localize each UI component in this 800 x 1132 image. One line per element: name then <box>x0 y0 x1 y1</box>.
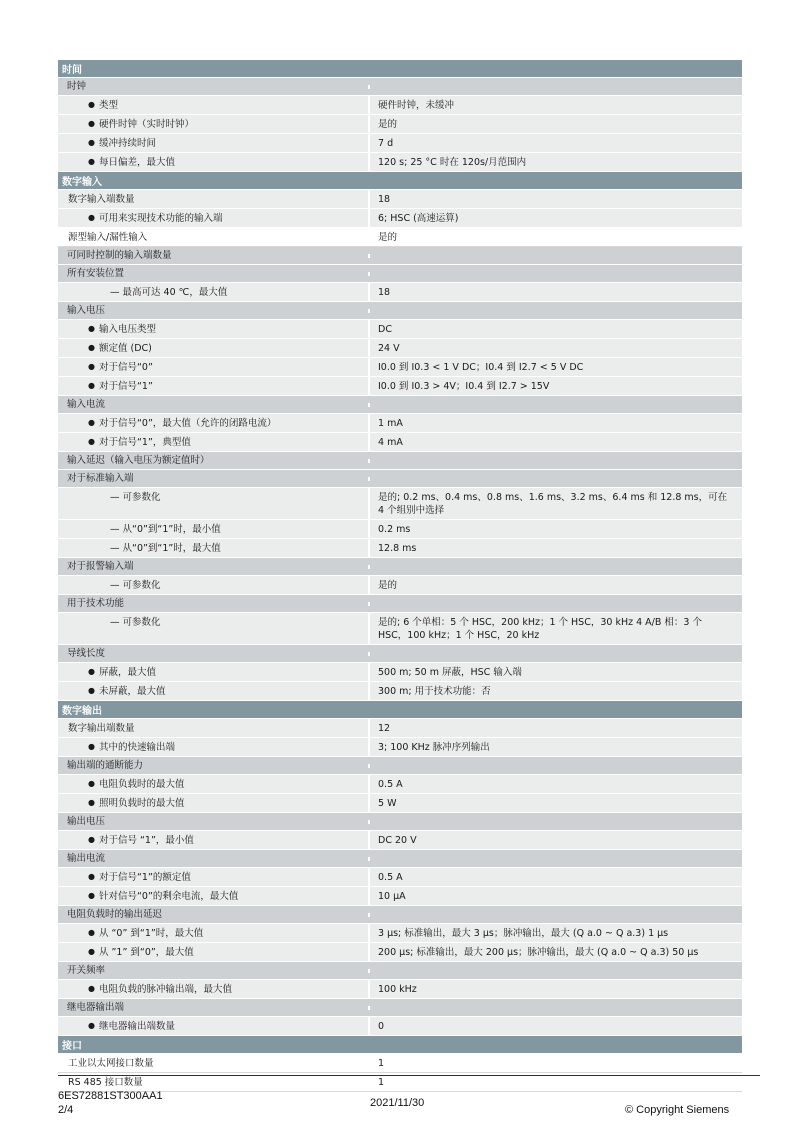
spec-row <box>58 488 742 520</box>
spec-label <box>58 283 368 301</box>
spec-row <box>58 887 742 906</box>
spec-value: 7 d <box>368 134 742 152</box>
spec-group-row <box>58 906 742 924</box>
spec-label-text: 输入电压 <box>67 305 106 316</box>
spec-label-text: ● 从 ”1” 到“0”，最大值 <box>88 947 194 958</box>
copyright: © Copyright Siemens <box>625 1104 730 1116</box>
spec-label-text: — 最高可达 40 ℃，最大值 <box>110 287 227 298</box>
spec-label-text: ● 类型 <box>88 100 118 111</box>
spec-row <box>58 539 742 558</box>
spec-value: DC <box>368 320 742 338</box>
spec-label <box>58 595 368 612</box>
spec-value: 3; 100 KHz 脉冲序列输出 <box>368 738 742 756</box>
spec-label <box>58 613 368 644</box>
spec-label-text: ● 可用来实现技术功能的输入端 <box>88 213 223 224</box>
section-title: 时间 <box>62 65 82 76</box>
spec-label <box>58 78 368 95</box>
spec-row <box>58 613 742 645</box>
spec-value: 12 <box>368 719 742 737</box>
spec-label <box>58 738 368 756</box>
spec-value: 4 mA <box>368 433 742 451</box>
spec-label-text: ● 输入电压类型 <box>88 324 156 335</box>
spec-label <box>58 775 368 793</box>
spec-value <box>368 272 742 276</box>
spec-label <box>58 539 368 557</box>
footer-divider <box>58 1075 760 1076</box>
spec-label <box>58 433 368 451</box>
spec-value <box>368 477 742 481</box>
spec-value <box>368 1006 742 1010</box>
spec-row <box>58 339 742 358</box>
spec-label-text: ● 屏蔽，最大值 <box>88 667 156 678</box>
spec-label-text: ● 每日偏差，最大值 <box>88 157 175 168</box>
spec-value: 1 <box>368 1054 742 1072</box>
spec-label <box>58 868 368 886</box>
spec-label-text: 源型输入/漏性输入 <box>68 232 148 243</box>
spec-row <box>58 153 742 172</box>
spec-label <box>58 943 368 961</box>
spec-row <box>58 134 742 153</box>
spec-label <box>58 520 368 538</box>
spec-label-text: ● 对于信号“1”的额定值 <box>88 872 191 883</box>
spec-label <box>58 962 368 979</box>
spec-row <box>58 115 742 134</box>
spec-value: 0.5 A <box>368 868 742 886</box>
spec-label <box>58 906 368 923</box>
spec-value: 0 <box>368 1017 742 1035</box>
spec-row <box>58 682 742 701</box>
spec-label <box>58 794 368 812</box>
spec-row <box>58 738 742 757</box>
spec-group-row <box>58 558 742 576</box>
spec-value <box>368 403 742 407</box>
spec-value: 24 V <box>368 339 742 357</box>
spec-label-text: ● 对于信号“0”，最大值（允许的闭路电流） <box>88 418 276 429</box>
spec-label-text: 继电器输出端 <box>67 1002 125 1013</box>
spec-label-text: ● 电阻负载时的最大值 <box>88 779 185 790</box>
spec-label-text: — 从“0”到“1”时，最小值 <box>110 524 221 535</box>
spec-row <box>58 980 742 999</box>
spec-value: 是的 <box>368 115 742 133</box>
spec-label-text: ● 针对信号“0”的剩余电流，最大值 <box>88 891 238 902</box>
spec-row <box>58 1054 742 1073</box>
spec-label-text: 时钟 <box>67 81 87 92</box>
spec-row <box>58 320 742 339</box>
spec-row <box>58 719 742 738</box>
spec-label <box>58 396 368 413</box>
spec-label <box>58 576 368 594</box>
spec-label <box>58 470 368 487</box>
spec-label <box>58 452 368 469</box>
spec-label-text: 输出电压 <box>67 816 106 827</box>
spec-group-row <box>58 247 742 265</box>
spec-value: 6; HSC (高速运算) <box>368 209 742 227</box>
spec-value: 120 s; 25 °C 时在 120s/月范围内 <box>368 153 742 171</box>
spec-label <box>58 414 368 432</box>
spec-value: 18 <box>368 190 742 208</box>
spec-row <box>58 283 742 302</box>
spec-value: DC 20 V <box>368 831 742 849</box>
spec-label <box>58 558 368 575</box>
spec-row <box>58 520 742 539</box>
section-header <box>58 701 742 719</box>
spec-label-text: ● 对于信号 “1”，最小值 <box>88 835 194 846</box>
spec-label <box>58 190 368 208</box>
section-title: 数字输出 <box>62 706 102 717</box>
spec-label <box>58 850 368 867</box>
spec-value: I0.0 到 I0.3 < 1 V DC；I0.4 到 I2.7 < 5 V DC <box>368 358 742 376</box>
spec-label <box>58 339 368 357</box>
spec-label <box>58 358 368 376</box>
spec-value: 200 μs; 标准输出，最大 200 μs；脉冲输出，最大 (Q a.0 ~ Q a.3) 50 μs <box>368 943 742 961</box>
spec-row <box>58 831 742 850</box>
spec-label <box>58 153 368 171</box>
spec-label-text: — 从“0”到“1”时，最大值 <box>110 543 221 554</box>
spec-label <box>58 980 368 998</box>
spec-value: 10 μA <box>368 887 742 905</box>
spec-value <box>368 459 742 463</box>
spec-row <box>58 209 742 228</box>
spec-group-row <box>58 595 742 613</box>
spec-group-row <box>58 78 742 96</box>
spec-label-text: ● 电阻负载的脉冲输出端，最大值 <box>88 984 232 995</box>
spec-row <box>58 433 742 452</box>
spec-value <box>368 602 742 606</box>
spec-value <box>368 857 742 861</box>
spec-label-text: 输出电流 <box>67 853 106 864</box>
spec-value <box>368 913 742 917</box>
spec-label <box>58 645 368 662</box>
order-number: 6ES72881ST300AA1 <box>58 1090 163 1102</box>
spec-label-text: — 可参数化 <box>110 617 161 628</box>
spec-group-row <box>58 999 742 1017</box>
spec-label-text: ● 继电器输出端数量 <box>88 1021 175 1032</box>
section-title: 数字输入 <box>62 177 102 188</box>
spec-label <box>58 999 368 1016</box>
spec-label-text: 输出端的通断能力 <box>67 760 144 771</box>
spec-group-row <box>58 265 742 283</box>
spec-label <box>58 209 368 227</box>
spec-value: 是的 <box>368 576 742 594</box>
spec-row <box>58 775 742 794</box>
spec-label <box>58 302 368 319</box>
spec-row <box>58 576 742 595</box>
section-header <box>58 60 742 78</box>
spec-label-text: 开关频率 <box>67 965 106 976</box>
spec-label-text: ● 对于信号“0” <box>88 362 153 373</box>
spec-label <box>58 247 368 264</box>
spec-row <box>58 377 742 396</box>
spec-label-text: ● 对于信号“1” <box>88 381 153 392</box>
spec-label-text: 可同时控制的输入端数量 <box>67 250 172 261</box>
spec-label <box>58 887 368 905</box>
spec-group-row <box>58 302 742 320</box>
spec-label <box>58 228 368 246</box>
spec-value: 是的 <box>368 228 742 246</box>
spec-row <box>58 663 742 682</box>
spec-row <box>58 358 742 377</box>
spec-label-text: 工业以太网接口数量 <box>68 1058 154 1069</box>
spec-label-text: ● 未屏蔽，最大值 <box>88 686 166 697</box>
spec-label-text: ● 额定值 (DC) <box>88 343 152 354</box>
spec-value: 3 μs; 标准输出，最大 3 μs；脉冲输出，最大 (Q a.0 ~ Q a.3) 1 μs <box>368 924 742 942</box>
spec-label <box>58 813 368 830</box>
spec-value <box>368 764 742 768</box>
spec-value: 5 W <box>368 794 742 812</box>
spec-label-text: ● 硬件时钟（实时时钟） <box>88 119 194 130</box>
spec-row <box>58 794 742 813</box>
spec-label-text: 对于标准输入端 <box>67 473 134 484</box>
spec-label-text: 数字输出端数量 <box>68 723 135 734</box>
spec-group-row <box>58 813 742 831</box>
spec-label-text: 电阻负载时的输出延迟 <box>67 909 163 920</box>
spec-label-text: 导线长度 <box>67 648 106 659</box>
spec-group-row <box>58 470 742 488</box>
spec-value <box>368 85 742 89</box>
spec-row <box>58 868 742 887</box>
spec-label <box>58 265 368 282</box>
spec-value: 1 mA <box>368 414 742 432</box>
section-header <box>58 172 742 190</box>
spec-value: 1 <box>368 1073 742 1091</box>
spec-label <box>58 377 368 395</box>
spec-label-text: ● 照明负载时的最大值 <box>88 798 185 809</box>
spec-value: 0.5 A <box>368 775 742 793</box>
spec-label-text: — 可参数化 <box>110 580 161 591</box>
spec-row <box>58 943 742 962</box>
spec-value: 100 kHz <box>368 980 742 998</box>
spec-value <box>368 820 742 824</box>
spec-row <box>58 1017 742 1036</box>
spec-group-row <box>58 645 742 663</box>
spec-label <box>58 663 368 681</box>
spec-label-text: ● 缓冲持续时间 <box>88 138 156 149</box>
section-title: 接口 <box>62 1041 82 1052</box>
spec-value <box>368 309 742 313</box>
spec-label <box>58 682 368 700</box>
spec-value <box>368 565 742 569</box>
spec-table <box>58 60 742 1092</box>
spec-value: 硬件时钟，未缓冲 <box>368 96 742 114</box>
spec-label <box>58 1054 368 1072</box>
spec-value <box>368 969 742 973</box>
spec-label <box>58 96 368 114</box>
spec-label <box>58 924 368 942</box>
spec-value: 是的; 0.2 ms、0.4 ms、0.8 ms、1.6 ms、3.2 ms、6.4 ms 和 12.8 ms，可在 4 个组别中选择 <box>368 488 742 519</box>
spec-row <box>58 190 742 209</box>
spec-label <box>58 719 368 737</box>
spec-value: 300 m; 用于技术功能：否 <box>368 682 742 700</box>
spec-label <box>58 1017 368 1035</box>
page-number: 2/4 <box>58 1104 74 1116</box>
spec-label-text: 数字输入端数量 <box>68 194 135 205</box>
spec-value: 12.8 ms <box>368 539 742 557</box>
spec-group-row <box>58 962 742 980</box>
spec-row <box>58 414 742 433</box>
spec-label <box>58 831 368 849</box>
spec-group-row <box>58 850 742 868</box>
spec-label <box>58 320 368 338</box>
spec-label <box>58 115 368 133</box>
spec-label-text: 输入电流 <box>67 399 106 410</box>
section-header <box>58 1036 742 1054</box>
spec-label-text: ● 对于信号“1”，典型值 <box>88 437 191 448</box>
spec-label-text: 所有安装位置 <box>67 268 125 279</box>
spec-value: 500 m; 50 m 屏蔽，HSC 输入端 <box>368 663 742 681</box>
spec-value <box>368 254 742 258</box>
spec-label-text: 对于报警输入端 <box>67 561 134 572</box>
spec-value <box>368 652 742 656</box>
spec-label <box>58 488 368 519</box>
spec-label-text: — 可参数化 <box>110 492 161 503</box>
spec-label <box>58 134 368 152</box>
spec-label <box>58 757 368 774</box>
spec-row <box>58 228 742 247</box>
spec-label-text: RS 485 接口数量 <box>68 1077 143 1088</box>
spec-label-text: 输入延迟（输入电压为额定值时） <box>67 455 210 466</box>
spec-label-text: ● 从 “0” 到“1”时，最大值 <box>88 928 203 939</box>
spec-value: 是的; 6 个单相：5 个 HSC，200 kHz；1 个 HSC，30 kHz 4 A/B 相：3 个 HSC，100 kHz；1 个 HSC，20 kHz <box>368 613 742 644</box>
spec-group-row <box>58 396 742 414</box>
document-date: 2021/11/30 <box>370 1097 425 1109</box>
spec-value: 18 <box>368 283 742 301</box>
spec-group-row <box>58 452 742 470</box>
spec-label-text: ● 其中的快速输出端 <box>88 742 175 753</box>
spec-value: 0.2 ms <box>368 520 742 538</box>
spec-row <box>58 96 742 115</box>
spec-label-text: 用于技术功能 <box>67 598 125 609</box>
spec-group-row <box>58 757 742 775</box>
spec-row <box>58 924 742 943</box>
spec-value: I0.0 到 I0.3 > 4V；I0.4 到 I2.7 > 15V <box>368 377 742 395</box>
